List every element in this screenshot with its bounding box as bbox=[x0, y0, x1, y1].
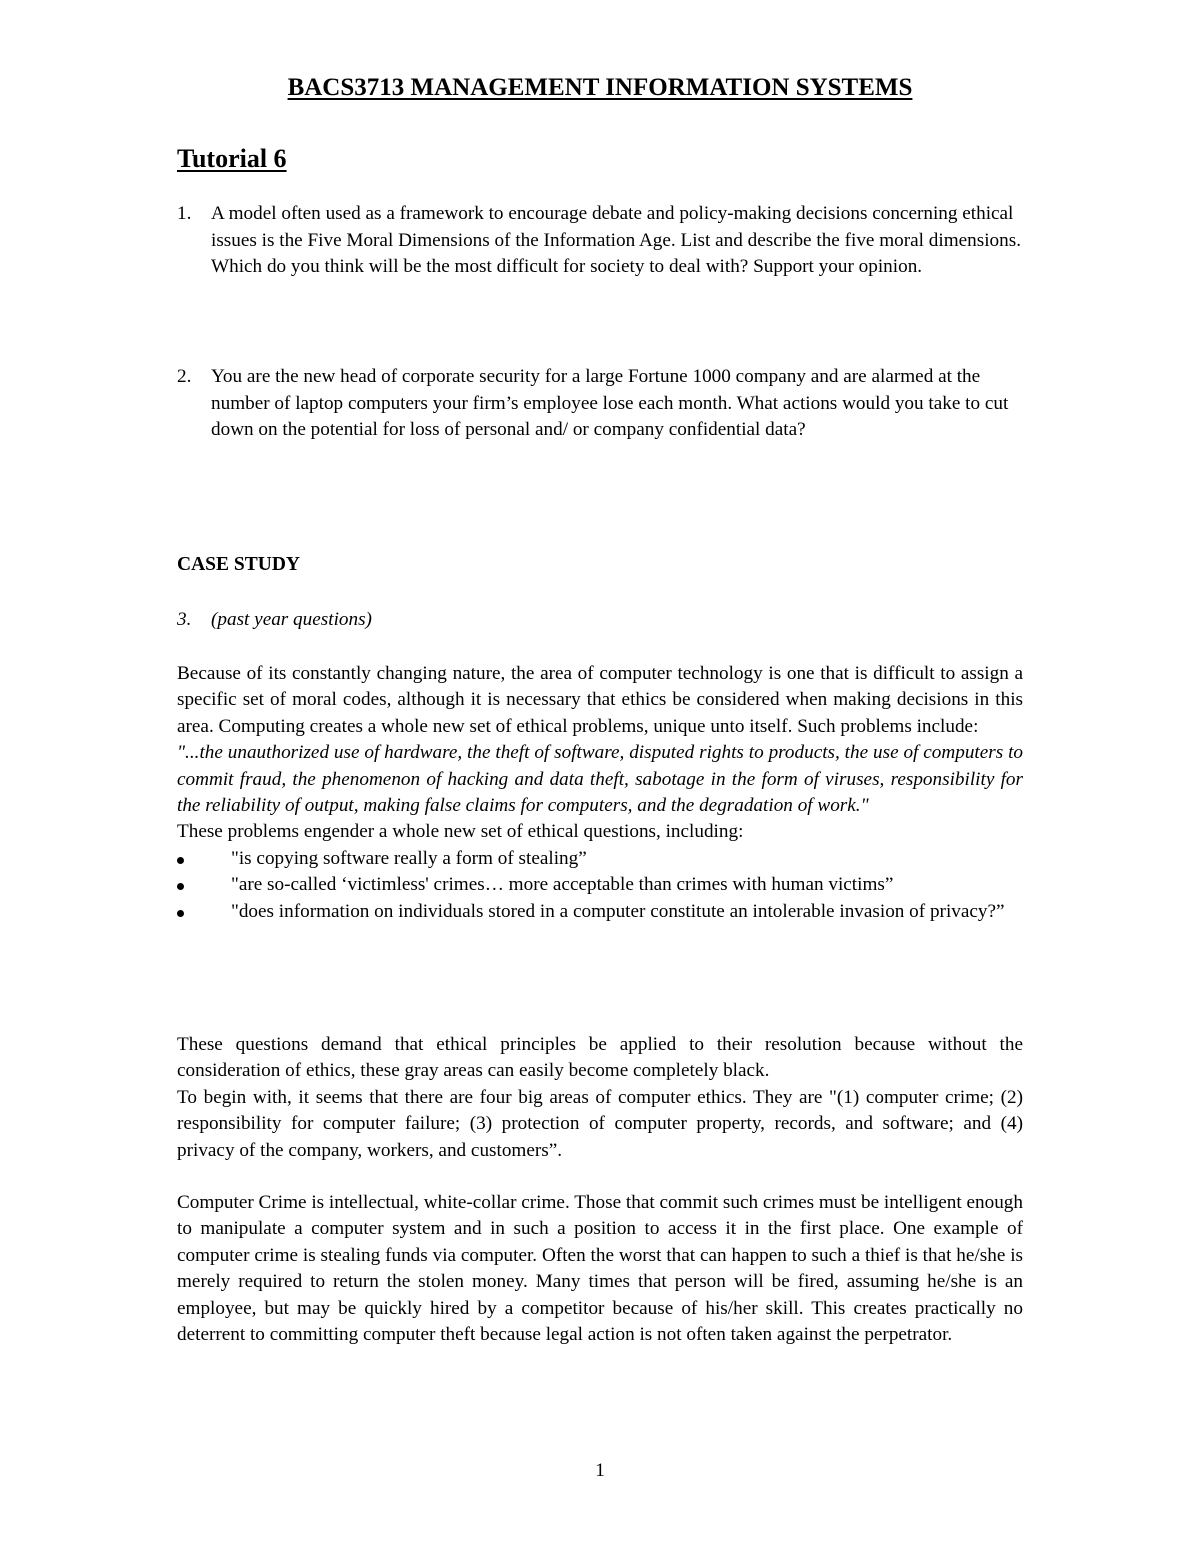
question-2-text: You are the new head of corporate security for a large Fortune 1000 company and are alarmed at the number of laptop computers your firm’s employee lose each month. What actions would you take to cut down on the potential for loss of personal and/ or company confidential data? bbox=[211, 366, 1009, 440]
list-item bbox=[177, 846, 1023, 872]
list-item-text: "is copying software really a form of stealing” bbox=[231, 847, 587, 869]
case-study-heading: CASE STUDY bbox=[177, 554, 300, 575]
list-item-text: "does information on individuals stored in a computer constitute an intolerable invasion of privacy?” bbox=[231, 900, 1005, 922]
list-item bbox=[177, 872, 1023, 898]
case-intro-paragraph: Because of its constantly changing nature, the area of computer technology is one that is difficult to assign a specific set of moral codes, although it is necessary that ethics be considered when making decisions in this area. Computing creates a whole new set of ethical problems, unique unto itself. Such problems include: bbox=[177, 663, 1023, 737]
question-1-text: A model often used as a framework to encourage debate and policy-making decisions concerning ethical issues is the Five Moral Dimensions of the Information Age. List and describe the five moral dimensions. Which do you think will be the most difficult for society to deal with? Support your opinion. bbox=[211, 203, 1021, 277]
question-1-number: 1. bbox=[177, 203, 192, 224]
list-item-text: "are so-called ‘victimless' crimes… more acceptable than crimes with human victims” bbox=[231, 874, 894, 896]
past-year-question-label bbox=[177, 607, 372, 633]
question-2 bbox=[177, 364, 1025, 444]
question-2-number: 2. bbox=[177, 366, 192, 387]
questions-demand-paragraph: These questions demand that ethical principles be applied to their resolution because without the consideration of ethics, these gray areas can easily become completely black. bbox=[177, 1034, 1023, 1082]
case-questions-intro: These problems engender a whole new set of ethical questions, including: bbox=[177, 821, 744, 843]
course-title: BACS3713 MANAGEMENT INFORMATION SYSTEMS bbox=[287, 74, 913, 101]
case-study-body bbox=[177, 661, 1023, 925]
case-quote-paragraph: "...the unauthorized use of hardware, the theft of software, disputed rights to products, the use of computers to commit fraud, the phenomenon of hacking and data theft, sabotage in the form of viruses, responsibility for the reliability of output, making false claims for computers, and the degradation of work." bbox=[177, 742, 1023, 817]
computer-crime-paragraph: Computer Crime is intellectual, white-collar crime. Those that commit such crimes must be intelligent enough to manipulate a computer system and in such a position to access it in the first place. One example of computer crime is stealing funds via computer. Often the worst that can happen to such a thief is that he/she is merely required to return the stolen money. Many times that person will be fired, assuming he/she is an employee, but may be quickly hired by a competitor because of his/her skill. This creates practically no deterrent to committing computer theft because legal action is not often taken against the perpetrator. bbox=[177, 1192, 1023, 1346]
case-study-body-3 bbox=[177, 1190, 1023, 1348]
page-number: 1 bbox=[595, 1460, 605, 1481]
question-3-number: 3. bbox=[177, 609, 192, 630]
tutorial-title: Tutorial 6 bbox=[177, 144, 287, 173]
bullet-icon bbox=[177, 910, 184, 917]
ethical-questions-list bbox=[177, 846, 1023, 925]
bullet-icon bbox=[177, 857, 184, 864]
case-study-body-2 bbox=[177, 1032, 1023, 1164]
bullet-icon bbox=[177, 883, 184, 890]
list-item bbox=[177, 899, 1023, 925]
four-areas-paragraph: To begin with, it seems that there are four big areas of computer ethics. They are "(1) computer crime; (2) responsibility for computer failure; (3) protection of computer property, records, and software; and (4) privacy of the company, workers, and customers”. bbox=[177, 1086, 1023, 1161]
question-3-label: (past year questions) bbox=[211, 609, 372, 630]
question-1 bbox=[177, 201, 1025, 281]
